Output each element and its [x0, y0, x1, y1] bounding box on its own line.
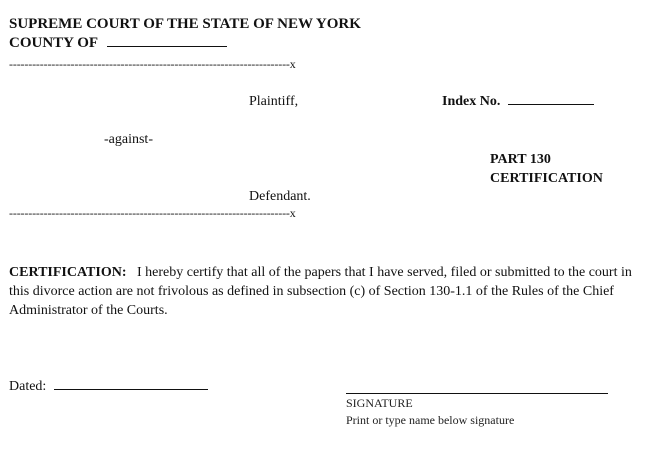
court-heading [9, 15, 361, 53]
caption-top-rule: -------------------------------------------------------------------------x [9, 57, 296, 71]
county-label: COUNTY OF [9, 35, 98, 51]
against-label: -against- [104, 132, 153, 147]
court-name: SUPREME COURT OF THE STATE OF NEW YORK [9, 16, 361, 32]
index-number [442, 94, 594, 110]
signature-label: SIGNATURE [346, 396, 413, 410]
county-blank[interactable] [107, 46, 227, 47]
signature-line[interactable] [346, 393, 608, 394]
plaintiff-label: Plaintiff, [249, 94, 299, 109]
dated-label: Dated: [9, 379, 47, 394]
caption-bottom-rule: -------------------------------------------------------------------------x [9, 206, 296, 220]
certification-heading: CERTIFICATION: [9, 265, 127, 280]
dated-blank[interactable] [54, 389, 208, 390]
dated-line [9, 379, 208, 395]
part-130-title [490, 150, 603, 188]
certification-paragraph [9, 263, 639, 320]
part-title-line1: PART 130 [490, 152, 551, 167]
certification-text: I hereby certify that all of the papers that I have served, filed or submitted to the court in this divorce action are not frivolous as defined in subsection (c) of Section 130-1.1 of the Rules of the Chief Administrator of the Courts. [9, 265, 632, 318]
defendant-label: Defendant. [249, 189, 311, 204]
part-title-line2: CERTIFICATION [490, 171, 603, 186]
index-blank[interactable] [508, 104, 594, 105]
county-line [9, 34, 361, 53]
index-label: Index No. [442, 94, 501, 109]
signature-hint: Print or type name below signature [346, 413, 515, 427]
